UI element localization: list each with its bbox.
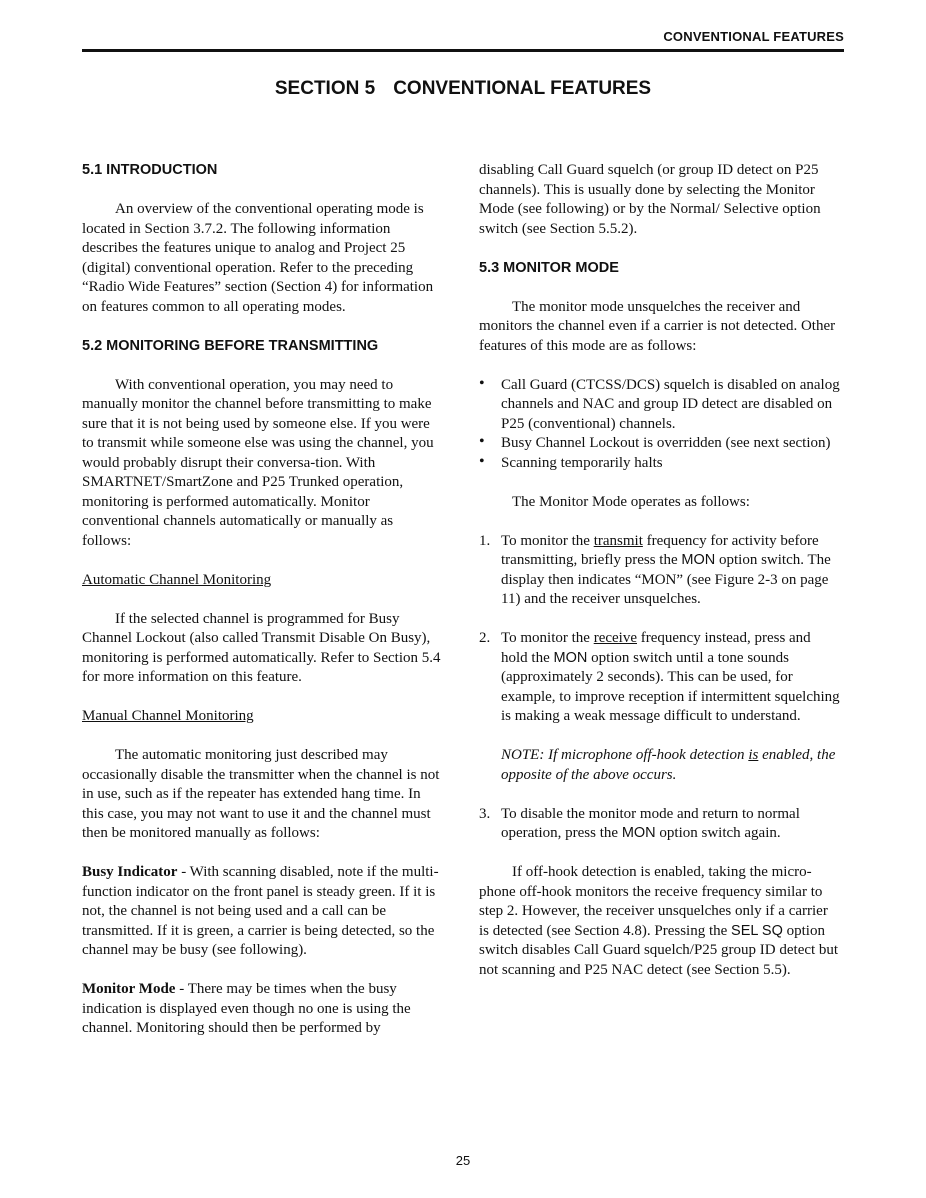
note-underlined: is: [748, 747, 759, 763]
note: [479, 746, 841, 785]
step-text: frequency for activity before transmitting, briefly press the: [501, 532, 819, 568]
auto-monitoring-heading: Automatic Channel Monitoring: [82, 571, 272, 588]
paragraph-text: option switch disables Call Guard squelch/P25 group ID detect but not scanning and P25 NAC detect (see Section 5.5).: [479, 922, 839, 978]
heading-5-2: 5.2 MONITORING BEFORE TRANSMITTING: [82, 337, 379, 354]
running-header: CONVENTIONAL FEATURES: [663, 29, 844, 44]
heading-5-1: 5.1 INTRODUCTION: [82, 162, 218, 178]
monitor-mode-intro: The monitor mode unsquelches the receiver and monitors the channel even if a carrier is not detected. Other features of this mode are as follows:: [479, 298, 836, 354]
monitor-mode-paragraph: [82, 980, 444, 1039]
step-number: 1.: [479, 532, 491, 549]
monitor-mode-label: Monitor Mode: [82, 981, 176, 997]
mon-key: MON: [553, 649, 588, 666]
manual-monitoring-heading: Manual Channel Monitoring: [82, 708, 254, 724]
auto-monitoring-paragraph: If the selected channel is programmed for Busy Channel Lockout (also called Transmit Disable On Busy), monitoring is performed automatically. Refer to Section 5.4 for more information on this feature.: [82, 610, 441, 685]
sel-sq-key: SEL SQ: [731, 922, 783, 939]
intro-paragraph: An overview of the conventional operating mode is located in Section 3.7.2. The following information describes the features unique to analog and Project 25 (digital) conventional operation. Refer to the preceding “Radio Wide Features” section (Section 4) for information on features common to all operating modes.: [82, 201, 434, 315]
list-item: • Scanning temporarily halts: [479, 454, 841, 474]
step-text: To monitor the: [501, 630, 594, 646]
feature-list: [479, 376, 841, 474]
operates-paragraph: The Monitor Mode operates as follows:: [512, 493, 750, 510]
transmit-underlined: transmit: [593, 532, 643, 549]
note-text: enabled, the opposite of the above occurs.: [501, 747, 836, 783]
busy-indicator-label: Busy Indicator: [82, 864, 178, 880]
note-text: NOTE: If microphone off-hook detection: [501, 747, 749, 763]
page-number: 25: [455, 1153, 471, 1168]
step-number: 2.: [479, 630, 491, 646]
busy-indicator-text: - With scanning disabled, note if the multi-function indicator on the front panel is steady green. If it is not, the channel is not being used and a call can be transmitted. If it is green, a carrier is being detected, so the channel may be busy (see following).: [82, 864, 439, 958]
monitor-mode-text: - There may be times when the busy indication is displayed even though no one is using the channel. Monitoring should then be performed by: [82, 981, 411, 1036]
step-2: [479, 629, 841, 727]
step-text: option switch again.: [655, 825, 781, 841]
step-text: option switch. The display then indicates “MON” (see Figure 2-3 on page 11) and the receiver unsquelches.: [501, 552, 831, 607]
off-hook-paragraph: [479, 863, 841, 980]
step-text: frequency instead, press and hold the: [501, 630, 811, 666]
heading-5-3: 5.3 MONITOR MODE: [479, 259, 619, 276]
list-item: • Call Guard (CTCSS/DCS) squelch is disabled on analog channels and NAC and group ID detect are disabled on P25 (conventional) channels.: [479, 376, 841, 435]
step-1: [479, 532, 841, 610]
mon-key: MON: [621, 825, 656, 841]
monitoring-paragraph: With conventional operation, you may need to manually monitor the channel before transmitting to make sure that it is not being used by someone else. If you were to transmit while someone else was using the channel, you would probably disrupt their conversa-tion. With SMARTNET/SmartZone and P25 Trunked operation, monitoring is performed automatically. Monitor conventional channels automatically or manually as follows:: [82, 376, 434, 549]
receive-underlined: receive: [593, 630, 637, 646]
paragraph-text: If off-hook detection is enabled, taking the micro-phone off-hook monitors the receive frequency similar to step 2. However, the receiver unsquelches only if a carrier is detected (see Section 4.8). Pressing the: [479, 864, 828, 939]
list-item: • Busy Channel Lockout is overridden (see next section): [479, 434, 841, 454]
step-text: option switch until a tone sounds (approximately 2 seconds). This can be used, for example, to improve reception if intermittent squelching is making a weak message difficult to understand.: [501, 649, 840, 724]
continued-paragraph: disabling Call Guard squelch (or group ID detect on P25 channels). This is usually done by selecting the Monitor Mode (see following) or by the Normal/ Selective option switch (see Section 5.5.2).: [479, 162, 821, 237]
step-text: To monitor the: [501, 532, 594, 549]
manual-monitoring-paragraph: The automatic monitoring just described may occasionally disable the transmitter when the channel is not in use, such as if the repeater has extended hang time. In this case, you may not want to use it and the channel must then be monitored manually as follows:: [82, 747, 440, 841]
section-name: CONVENTIONAL FEATURES: [393, 78, 652, 99]
left-column: [82, 161, 444, 1058]
header-rule: [82, 49, 844, 52]
section-number: SECTION 5: [274, 78, 376, 99]
step-3: [479, 805, 841, 844]
mon-key: MON: [681, 552, 716, 568]
right-column: [479, 161, 841, 1000]
busy-indicator-paragraph: [82, 863, 444, 961]
step-number: 3.: [479, 805, 491, 822]
step-text: To disable the monitor mode and return to normal operation, press the: [501, 805, 800, 841]
page-title: [0, 78, 926, 100]
